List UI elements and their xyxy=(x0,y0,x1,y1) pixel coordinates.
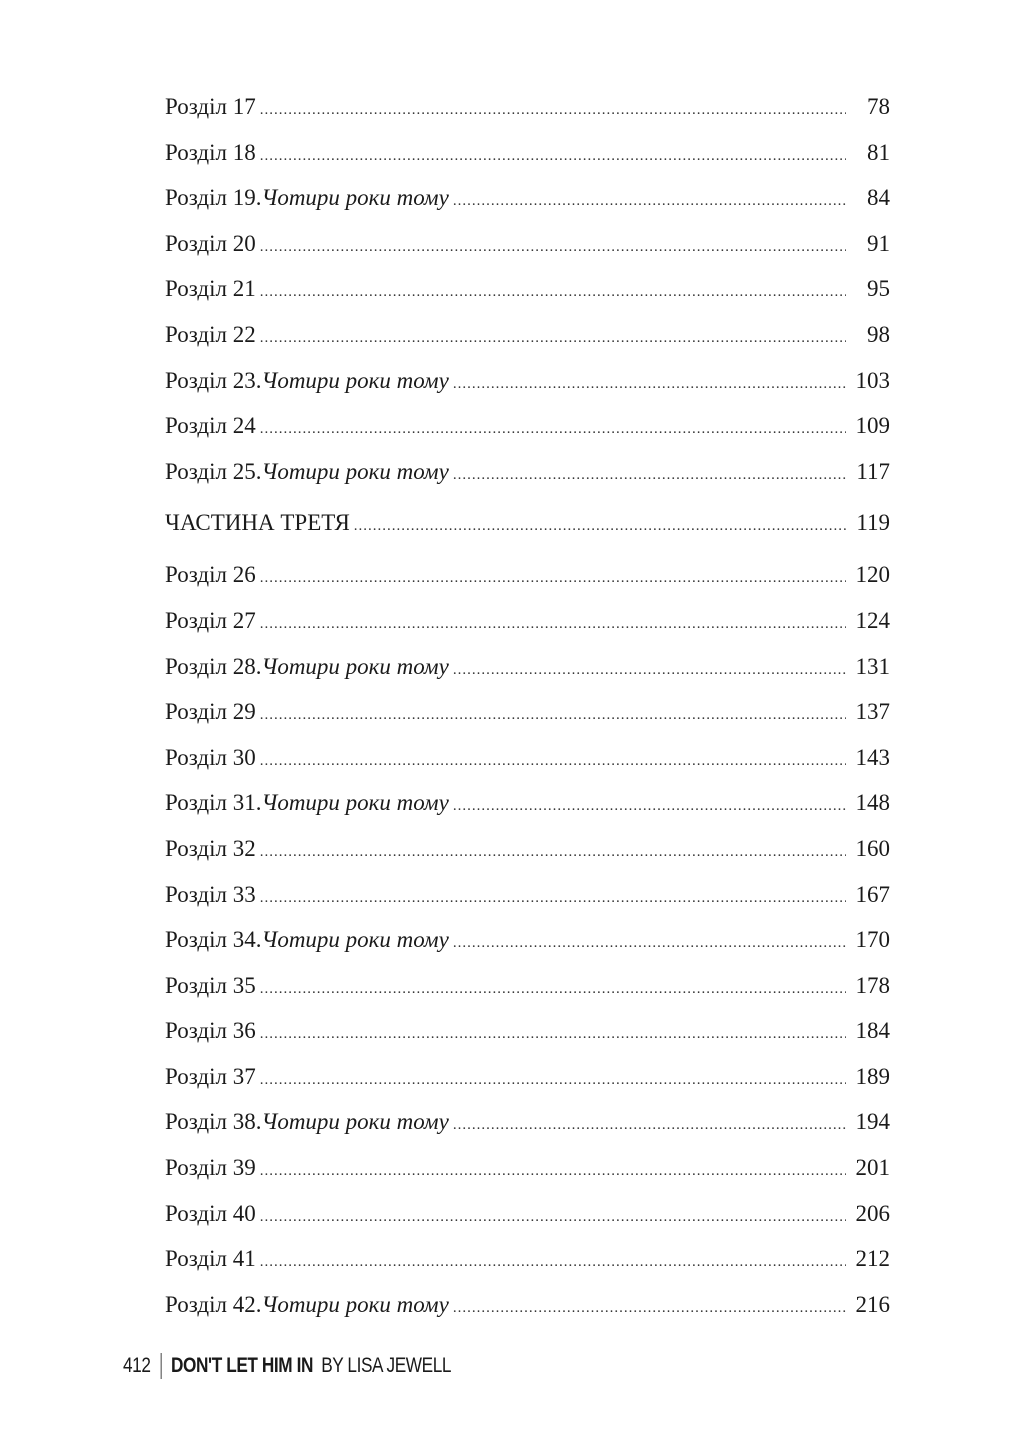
toc-entry xyxy=(165,917,890,963)
toc-entry-label: Розділ 29 xyxy=(165,699,256,725)
toc-entry-label: Розділ 37 xyxy=(165,1063,256,1089)
toc-entry-label: Розділ 31. xyxy=(165,790,262,816)
toc-page-number: 91 xyxy=(867,230,890,256)
toc-page-number: 103 xyxy=(855,367,890,393)
toc-entry-subtitle: Чотири роки тому xyxy=(261,653,449,679)
toc-entry xyxy=(165,1145,890,1191)
toc-entry xyxy=(165,403,890,449)
footer-divider xyxy=(160,1353,161,1379)
toc-dot-leader xyxy=(260,982,846,997)
toc-entry-label: Розділ 35 xyxy=(165,972,256,998)
toc-page-number: 148 xyxy=(855,790,890,816)
toc-entry-label: Розділ 17 xyxy=(165,94,256,119)
toc-entry xyxy=(165,1008,890,1054)
toc-page-number: 119 xyxy=(856,510,890,536)
toc-dot-leader xyxy=(260,754,846,769)
toc-entry xyxy=(165,1191,890,1237)
toc-entry xyxy=(165,689,890,735)
toc-entry xyxy=(165,266,890,312)
toc-entry-label: Розділ 22 xyxy=(165,321,256,347)
toc-entry xyxy=(165,735,890,781)
toc-entry-label: Розділ 40 xyxy=(165,1200,256,1226)
toc-entry-subtitle: Чотири роки тому xyxy=(261,367,449,393)
toc-dot-leader xyxy=(453,377,846,392)
toc-dot-leader xyxy=(260,1027,846,1042)
toc-entry-subtitle: Чотири роки тому xyxy=(261,1291,449,1317)
toc-entry-label: Розділ 26 xyxy=(165,562,256,588)
toc-dot-leader xyxy=(260,617,846,632)
toc-entry xyxy=(165,1282,890,1328)
toc-entry xyxy=(165,175,890,221)
toc-dot-leader xyxy=(260,708,846,723)
toc-page-number: 167 xyxy=(855,881,890,907)
toc-entry xyxy=(165,1236,890,1282)
toc-page-number: 189 xyxy=(855,1063,890,1089)
toc-page-number: 216 xyxy=(855,1291,890,1317)
toc-entry xyxy=(165,358,890,404)
toc-dot-leader xyxy=(354,519,846,534)
toc-entry xyxy=(165,1099,890,1145)
toc-entry-label: Розділ 32 xyxy=(165,835,256,861)
toc-entry-label: Розділ 25. xyxy=(165,458,262,484)
toc-entry xyxy=(165,552,890,598)
toc-entry-label: Розділ 20 xyxy=(165,230,256,256)
toc-dot-leader xyxy=(260,285,846,300)
toc-page-number: 160 xyxy=(855,835,890,861)
toc-entry xyxy=(165,312,890,358)
toc-dot-leader xyxy=(453,194,846,209)
toc-entry xyxy=(165,598,890,644)
toc-entry-label: Розділ 36 xyxy=(165,1018,256,1044)
toc-dot-leader xyxy=(453,1301,846,1316)
toc-dot-leader xyxy=(453,663,846,678)
toc-entry-label: Розділ 21 xyxy=(165,276,256,302)
toc-entry-subtitle: Чотири роки тому xyxy=(261,927,449,953)
toc-entry xyxy=(165,449,890,495)
toc-entry-subtitle: Чотири роки тому xyxy=(261,790,449,816)
toc-page-number: 131 xyxy=(855,653,890,679)
toc-dot-leader xyxy=(260,845,846,860)
book-author: BY LISA JEWELL xyxy=(321,1354,452,1377)
toc-page-number: 120 xyxy=(855,562,890,588)
toc-page-number: 95 xyxy=(867,276,890,302)
toc-dot-leader xyxy=(260,149,846,164)
toc-page-number: 201 xyxy=(855,1155,890,1181)
toc-dot-leader xyxy=(260,891,846,906)
toc-page-number: 124 xyxy=(855,607,890,633)
toc-page-number: 117 xyxy=(856,458,890,484)
toc-page-number: 178 xyxy=(855,972,890,998)
toc-dot-leader xyxy=(260,240,846,255)
toc-entry-label: Розділ 39 xyxy=(165,1155,256,1181)
toc-entry-label: Розділ 28. xyxy=(165,653,262,679)
toc-page-number: 84 xyxy=(867,185,890,211)
toc-page-number: 81 xyxy=(867,139,890,165)
toc-dot-leader xyxy=(453,1118,846,1133)
toc-page-number: 78 xyxy=(867,94,890,119)
toc-entry xyxy=(165,644,890,690)
toc-page-number: 184 xyxy=(855,1018,890,1044)
toc-dot-leader xyxy=(453,936,846,951)
toc-entry xyxy=(165,84,890,130)
toc-entry xyxy=(165,826,890,872)
toc-entry xyxy=(165,872,890,918)
toc-entry-subtitle: Чотири роки тому xyxy=(261,185,449,211)
toc-page-number: 143 xyxy=(855,744,890,770)
toc-dot-leader xyxy=(260,103,846,118)
toc-page-number: 170 xyxy=(855,927,890,953)
toc-part-heading xyxy=(165,500,890,552)
toc-entry-label: ЧАСТИНА ТРЕТЯ xyxy=(165,510,350,536)
toc-entry-label: Розділ 33 xyxy=(165,881,256,907)
toc-entry xyxy=(165,1054,890,1100)
toc-entry-subtitle: Чотири роки тому xyxy=(261,458,449,484)
toc-dot-leader xyxy=(260,571,846,586)
toc-page-number: 206 xyxy=(855,1200,890,1226)
table-of-contents xyxy=(165,84,890,1327)
toc-entry-label: Розділ 34. xyxy=(165,927,262,953)
toc-dot-leader xyxy=(260,1164,846,1179)
toc-dot-leader xyxy=(453,799,846,814)
toc-entry xyxy=(165,963,890,1009)
toc-entry-label: Розділ 30 xyxy=(165,744,256,770)
toc-dot-leader xyxy=(260,1073,846,1088)
toc-entry-subtitle: Чотири роки тому xyxy=(261,1109,449,1135)
book-title: DON'T LET HIM IN xyxy=(171,1354,313,1377)
toc-entry-label: Розділ 24 xyxy=(165,413,256,439)
toc-entry-label: Розділ 19. xyxy=(165,185,262,211)
toc-page-number: 194 xyxy=(855,1109,890,1135)
page-footer xyxy=(123,1351,451,1381)
toc-entry xyxy=(165,780,890,826)
toc-entry-label: Розділ 23. xyxy=(165,367,262,393)
toc-entry xyxy=(165,221,890,267)
toc-entry xyxy=(165,130,890,176)
toc-entry-label: Розділ 42. xyxy=(165,1291,262,1317)
toc-page-number: 212 xyxy=(855,1246,890,1272)
toc-dot-leader xyxy=(260,422,846,437)
toc-entry-label: Розділ 41 xyxy=(165,1246,256,1272)
toc-page-number: 98 xyxy=(867,321,890,347)
toc-dot-leader xyxy=(260,1210,846,1225)
toc-dot-leader xyxy=(260,1255,846,1270)
toc-entry-label: Розділ 27 xyxy=(165,607,256,633)
page-number: 412 xyxy=(123,1354,151,1377)
toc-dot-leader xyxy=(260,331,846,346)
toc-page-number: 109 xyxy=(855,413,890,439)
toc-page-number: 137 xyxy=(855,699,890,725)
toc-dot-leader xyxy=(453,468,846,483)
toc-entry-label: Розділ 18 xyxy=(165,139,256,165)
toc-entry-label: Розділ 38. xyxy=(165,1109,262,1135)
